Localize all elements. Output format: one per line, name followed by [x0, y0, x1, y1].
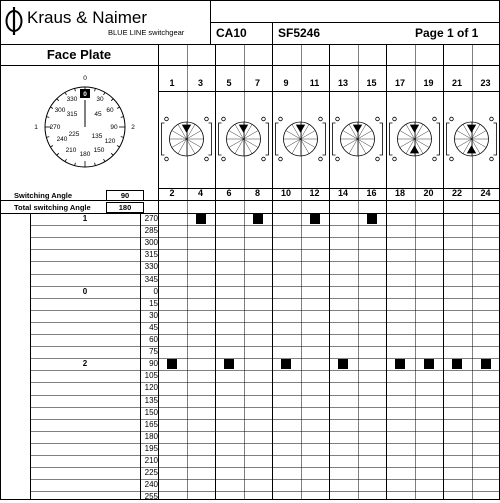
dial-label: 300	[54, 107, 66, 114]
closed-contact-marker	[452, 359, 462, 369]
top-terminal-9: 9	[283, 78, 289, 88]
closed-contact-marker	[281, 359, 291, 369]
top-terminal-1: 1	[169, 78, 175, 88]
bottom-terminal-2: 2	[169, 188, 175, 198]
top-terminal-7: 7	[254, 78, 260, 88]
closed-contact-marker	[224, 359, 234, 369]
dial-label: 2	[131, 124, 135, 131]
company-tagline: BLUE LINE switchgear	[108, 28, 185, 37]
position-label	[30, 261, 140, 273]
table-row	[0, 286, 500, 298]
angle-value: 255	[144, 492, 158, 502]
angle-value: 75	[149, 347, 158, 357]
table-row	[0, 237, 500, 249]
table-row	[0, 431, 500, 443]
dial-label: 135	[91, 133, 103, 140]
dial-label: 210	[65, 147, 77, 154]
angle-value: 195	[144, 443, 158, 453]
angle-value: 210	[144, 456, 158, 465]
position-label	[30, 249, 140, 261]
dial-label: 90	[110, 124, 118, 131]
position-label: 1	[82, 214, 88, 223]
closed-contact-marker	[253, 214, 263, 224]
dial-label: 120	[104, 138, 116, 145]
table-row	[0, 382, 500, 394]
position-label: 2	[82, 359, 88, 369]
logo-mark-icon	[5, 6, 23, 36]
table-row	[0, 358, 500, 370]
program-code: SF5246	[278, 26, 321, 40]
position-label	[30, 310, 140, 322]
angle-value: 150	[144, 407, 158, 417]
angle-value: 345	[144, 274, 158, 284]
position-label	[30, 346, 140, 358]
top-terminal-21: 21	[451, 78, 462, 88]
page-indicator: Page 1 of 1	[415, 26, 479, 40]
table-row	[0, 467, 500, 479]
position-label	[30, 419, 140, 431]
position-label	[30, 455, 140, 467]
angle-value: 30	[149, 310, 158, 320]
position-label	[30, 274, 140, 286]
faceplate-dial	[30, 72, 140, 182]
table-row	[0, 407, 500, 419]
dial-label: 330	[66, 96, 78, 103]
dial-marker-label: 0	[83, 91, 87, 98]
bottom-terminal-10: 10	[280, 188, 291, 198]
angle-value: 60	[149, 335, 158, 344]
position-label: 0	[82, 286, 88, 296]
position-label	[30, 225, 140, 237]
closed-contact-marker	[196, 214, 206, 224]
total-angle-value: 180	[106, 202, 144, 213]
top-terminal-3: 3	[197, 78, 203, 88]
table-row	[0, 455, 500, 467]
closed-contact-marker	[481, 359, 491, 369]
dial-label: 0	[83, 75, 87, 82]
table-row	[0, 346, 500, 358]
angle-value: 105	[144, 371, 158, 381]
bottom-terminal-12: 12	[309, 188, 320, 198]
contact-symbol	[447, 117, 497, 161]
bottom-terminal-22: 22	[451, 188, 462, 198]
table-row	[0, 249, 500, 261]
switch-code: CA10	[216, 26, 247, 40]
table-row	[0, 261, 500, 273]
position-label	[30, 298, 140, 310]
top-terminal-15: 15	[366, 78, 377, 88]
position-label	[30, 237, 140, 249]
table-row	[0, 225, 500, 237]
table-row	[0, 213, 500, 225]
angle-value: 285	[144, 226, 158, 236]
closed-contact-marker	[310, 214, 320, 224]
top-terminal-5: 5	[226, 78, 232, 88]
position-label	[30, 334, 140, 346]
angle-value: 90	[149, 359, 158, 369]
contact-diagram	[158, 91, 500, 188]
table-row	[0, 443, 500, 455]
top-terminal-19: 19	[423, 78, 434, 88]
top-terminal-23: 23	[480, 78, 491, 88]
closed-contact-marker	[395, 359, 405, 369]
angle-value: 15	[149, 298, 158, 308]
position-label	[30, 382, 140, 394]
position-label	[30, 479, 140, 491]
position-label	[30, 407, 140, 419]
table-row	[0, 395, 500, 407]
bottom-terminal-16: 16	[366, 188, 377, 198]
dial-label: 45	[94, 111, 102, 118]
faceplate-title: Face Plate	[46, 47, 112, 62]
angle-value: 300	[144, 238, 158, 248]
table-row	[0, 298, 500, 310]
contact-symbol	[276, 117, 326, 161]
angle-value: 165	[144, 419, 158, 429]
contact-symbol	[162, 117, 212, 161]
table-row	[0, 491, 500, 503]
bottom-terminal-8: 8	[254, 188, 260, 198]
angle-value: 225	[144, 468, 158, 478]
angle-value: 45	[149, 322, 158, 332]
dial-label: 225	[68, 131, 80, 138]
dial-label: 150	[93, 147, 105, 154]
closed-contact-marker	[424, 359, 434, 369]
table-row	[0, 370, 500, 382]
angle-value: 135	[144, 395, 158, 405]
dial-label: 30	[96, 96, 104, 103]
table-row	[0, 274, 500, 286]
position-label	[30, 395, 140, 407]
contact-symbol	[390, 117, 440, 161]
dial-label: 315	[66, 111, 78, 118]
angle-value: 120	[144, 383, 158, 393]
position-label	[30, 431, 140, 443]
table-row	[0, 334, 500, 346]
bottom-terminal-6: 6	[226, 188, 232, 198]
top-terminal-11: 11	[309, 78, 320, 88]
dial-label: 1	[34, 124, 38, 131]
angle-value: 270	[144, 214, 158, 223]
bottom-terminal-24: 24	[480, 188, 491, 198]
angle-value: 315	[144, 250, 158, 260]
angle-value: 180	[144, 431, 158, 441]
position-label	[30, 467, 140, 479]
bottom-terminal-20: 20	[423, 188, 434, 198]
company-name: Kraus & Naimer	[27, 8, 147, 27]
dial-label: 240	[56, 136, 68, 143]
closed-contact-marker	[338, 359, 348, 369]
dial-label: 180	[79, 151, 91, 158]
position-label	[30, 322, 140, 334]
top-terminal-13: 13	[337, 78, 348, 88]
contact-symbol	[219, 117, 269, 161]
table-row	[0, 419, 500, 431]
switching-angle-value: 90	[106, 190, 144, 201]
angle-value: 0	[153, 286, 158, 296]
closed-contact-marker	[167, 359, 177, 369]
switching-angle-label: Switching Angle	[14, 191, 73, 200]
table-row	[0, 310, 500, 322]
contact-symbol	[333, 117, 383, 161]
position-label	[30, 443, 140, 455]
closed-contact-marker	[367, 214, 377, 224]
position-label	[30, 370, 140, 382]
dial-label: 60	[106, 107, 114, 114]
angle-value: 240	[144, 480, 158, 490]
bottom-terminal-4: 4	[197, 188, 203, 198]
angle-value: 330	[144, 262, 158, 272]
bottom-terminal-14: 14	[337, 188, 348, 198]
bottom-terminal-18: 18	[394, 188, 405, 198]
position-label	[30, 491, 140, 503]
total-angle-label: Total switching Angle	[14, 203, 91, 212]
dial-label: 270	[49, 124, 61, 131]
top-terminal-17: 17	[394, 78, 405, 88]
table-row	[0, 322, 500, 334]
table-row	[0, 479, 500, 491]
